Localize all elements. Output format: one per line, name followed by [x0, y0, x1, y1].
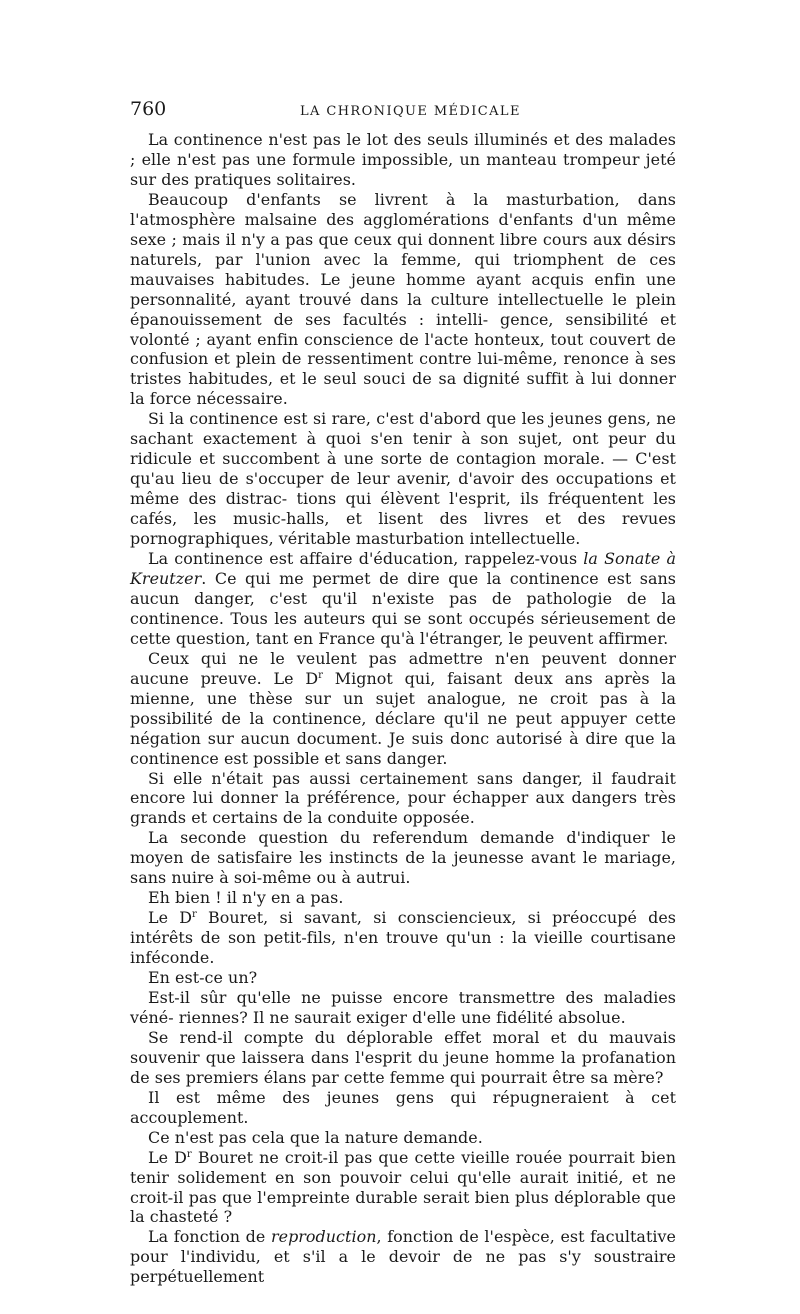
document-page — [130, 98, 676, 1287]
doctor-abbrev-sup: r — [186, 1148, 192, 1160]
paragraph-8: Eh bien ! il n'y en a pas. — [148, 888, 344, 908]
paragraph-9 — [130, 908, 676, 968]
paragraph-10: En est-ce un? — [148, 968, 258, 988]
paragraph-15-text-a: Le D — [148, 1147, 187, 1167]
paragraph-16-text-b: , fonction de l'espèce, est facultative pour l'individu, et s'il a le devoir de ne pas s'y soustraire perpétuellement — [130, 1227, 677, 1287]
paragraph-7: La seconde question du referendum demande d'indiquer le moyen de satisfaire les instincts de la jeunesse avant le mariage, sans nuire à soi-même ou à autrui. — [130, 828, 676, 888]
paragraph-9-text-b: Bouret, si savant, si consciencieux, si préoccupé des intérêts de son petit-fils, n'en trouve qu'un : la vieille courtisane inféconde. — [130, 908, 676, 968]
paragraph-4-text-b: . Ce qui me permet de dire que la continence est sans aucun danger, c'est qu'il n'existe pas de pathologie de la continence. Tous les auteurs qui se sont occupés sérieusement de cette question, tant en France qu'à l'étranger, le peuvent affirmer. — [130, 568, 676, 648]
paragraph-5-text-b: Mignot qui, faisant deux ans après la mienne, une thèse sur un sujet analogue, ne croit pas à la possibilité de la continence, déclare qu'il ne peut appuyer cette négation sur aucun document. Je suis donc autorisé à dire que la continence est possible et sans danger. — [130, 668, 676, 768]
doctor-abbrev-sup: r — [318, 669, 324, 681]
paragraph-5 — [130, 649, 676, 769]
paragraph-15 — [130, 1148, 676, 1228]
paragraph-15-text-b: Bouret ne croit-il pas que cette vieille rouée pourrait bien tenir solidement en son pouvoir celui qu'elle aurait initié, et ne croit-il pas que l'empreinte durable serait bien plus déplorable que la chasteté ? — [130, 1147, 676, 1227]
book-title-sonate: la Sonate à Kreutzer — [130, 549, 676, 588]
running-title: LA CHRONIQUE MÉDICALE — [300, 104, 521, 119]
italic-reproduction: reproduction — [270, 1227, 377, 1247]
paragraph-14: Ce n'est pas cela que la nature demande. — [148, 1127, 483, 1147]
paragraph-13: Il est même des jeunes gens qui répugneraient à cet accouplement. — [130, 1087, 676, 1127]
paragraph-6: Si elle n'était pas aussi certainement sans danger, il faudrait encore lui donner la préférence, pour échapper aux dangers très grands et certains de la conduite opposée. — [130, 768, 676, 828]
doctor-abbrev-sup: r — [192, 909, 197, 921]
paragraph-5-text-a: Ceux qui ne le veulent pas admettre n'en peuvent donner aucune preuve. Le D — [130, 648, 676, 688]
paragraph-16-text-a: La fonction de — [148, 1227, 271, 1247]
paragraph-1: La continence n'est pas le lot des seuls illuminés et des malades ; elle n'est pas une formule impossible, un manteau trompeur jeté sur des pratiques solitaires. — [130, 130, 676, 189]
page-header — [130, 98, 676, 130]
paragraph-9-text-a: Le D — [148, 908, 193, 928]
paragraph-3: Si la continence est si rare, c'est d'abord que les jeunes gens, ne sachant exactement à quoi s'en tenir à son sujet, ont peur du ridicule et succombent à une sorte de contagion morale. — C'est qu'au lieu de s'occuper de leur avenir, d'avoir des occupations et même des distrac- tions qui élèvent l'esprit, ils fréquentent les cafés, les music-halls, et lisent des livres et des revues pornographiques, véritable masturbation intellectuelle. — [130, 409, 676, 549]
paragraph-11: Est-il sûr qu'elle ne puisse encore transmettre des maladies véné- riennes? Il ne saurait exiger d'elle une fidélité absolue. — [130, 987, 676, 1027]
paragraph-4-text-a: La continence est affaire d'éducation, rappelez-vous — [148, 549, 584, 569]
article-body — [130, 130, 676, 1287]
paragraph-4 — [130, 549, 676, 649]
paragraph-12: Se rend-il compte du déplorable effet moral et du mauvais souvenir que laissera dans l'esprit du jeune homme la profanation de ses premiers élans par cette femme qui pourrait être sa mère? — [130, 1027, 676, 1087]
paragraph-2: Beaucoup d'enfants se livrent à la masturbation, dans l'atmosphère malsaine des agglomérations d'enfants d'un même sexe ; mais il n'y a pas que ceux qui donnent libre cours aux désirs naturels, par l'union avec la femme, qui triomphent de ces mauvaises habitudes. Le jeune homme ayant acquis enfin une personnalité, ayant trouvé dans la culture intellectuelle le plein épanouissement de ses facultés : intelli- gence, sensibilité et volonté ; ayant enfin conscience de l'acte honteux, tout couvert de confusion et plein de ressentiment contre lui-même, renonce à ses tristes habitudes, et le seul souci de sa dignité suffit à lui donner la force nécessaire. — [130, 189, 676, 409]
paragraph-16 — [130, 1227, 676, 1287]
page-number: 760 — [130, 98, 167, 120]
